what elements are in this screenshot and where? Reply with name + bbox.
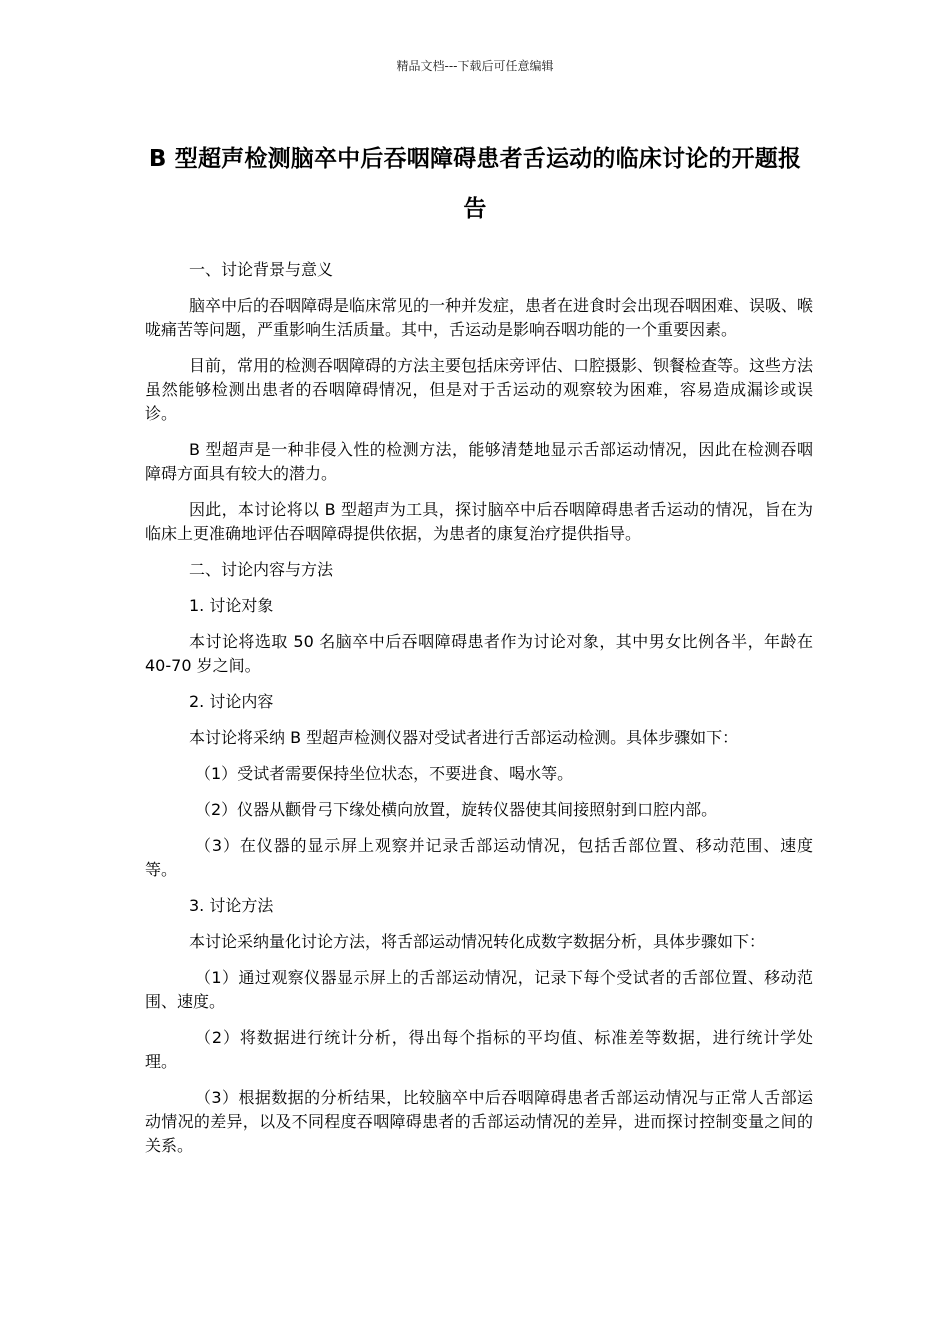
subsection-3-heading: 3. 讨论方法 xyxy=(189,896,274,915)
document-title: B 型超声检测脑卒中后吞咽障碍患者舌运动的临床讨论的开题报告 xyxy=(148,146,802,222)
subsection-2-intro: 本讨论将采纳 B 型超声检测仪器对受试者进行舌部运动检测。具体步骤如下： xyxy=(189,728,739,747)
document-body xyxy=(145,258,813,1170)
section-1-paragraph: 目前，常用的检测吞咽障碍的方法主要包括床旁评估、口腔摄影、钡餐检查等。这些方法虽然能够检测出患者的吞咽障碍情况，但是对于舌运动的观察较为困难，容易造成漏诊或误诊。 xyxy=(145,356,814,423)
section-2-heading: 二、讨论内容与方法 xyxy=(189,560,334,579)
section-1-paragraph: B 型超声是一种非侵入性的检测方法，能够清楚地显示舌部运动情况，因此在检测吞咽障碍方面具有较大的潜力。 xyxy=(145,440,813,483)
section-1-paragraph: 因此，本讨论将以 B 型超声为工具，探讨脑卒中后吞咽障碍患者舌运动的情况，旨在为临床上更准确地评估吞咽障碍提供依据，为患者的康复治疗提供指导。 xyxy=(145,500,813,543)
subsection-3-step: （2）将数据进行统计分析，得出每个指标的平均值、标准差等数据，进行统计学处理。 xyxy=(145,1028,813,1071)
subsection-3-step: （1）通过观察仪器显示屏上的舌部运动情况，记录下每个受试者的舌部位置、移动范围、速度。 xyxy=(145,968,813,1011)
subsection-2-step: （1）受试者需要保持坐位状态，不要进食、喝水等。 xyxy=(195,764,574,783)
subsection-3-step: （3）根据数据的分析结果，比较脑卒中后吞咽障碍患者舌部运动情况与正常人舌部运动情况的差异，以及不同程度吞咽障碍患者的舌部运动情况的差异，进而探讨控制变量之间的关系。 xyxy=(145,1088,813,1155)
subsection-1-heading: 1. 讨论对象 xyxy=(189,596,274,615)
section-1-heading: 一、讨论背景与意义 xyxy=(189,260,334,279)
subsection-3-intro: 本讨论采纳量化讨论方法，将舌部运动情况转化成数字数据分析，具体步骤如下： xyxy=(189,932,766,951)
subsection-2-heading: 2. 讨论内容 xyxy=(189,692,274,711)
subsection-2-step: （2）仪器从颧骨弓下缘处横向放置，旋转仪器使其间接照射到口腔内部。 xyxy=(195,800,718,819)
section-1-paragraph: 脑卒中后的吞咽障碍是临床常见的一种并发症，患者在进食时会出现吞咽困难、误吸、喉咙痛苦等问题，严重影响生活质量。其中，舌运动是影响吞咽功能的一个重要因素。 xyxy=(145,296,814,339)
subsection-1-paragraph: 本讨论将选取 50 名脑卒中后吞咽障碍患者作为讨论对象，其中男女比例各半，年龄在 40-70 岁之间。 xyxy=(145,632,813,675)
header-note: 精品文档---下载后可任意编辑 xyxy=(396,59,554,73)
subsection-2-step: （3）在仪器的显示屏上观察并记录舌部运动情况，包括舌部位置、移动范围、速度等。 xyxy=(145,836,813,879)
